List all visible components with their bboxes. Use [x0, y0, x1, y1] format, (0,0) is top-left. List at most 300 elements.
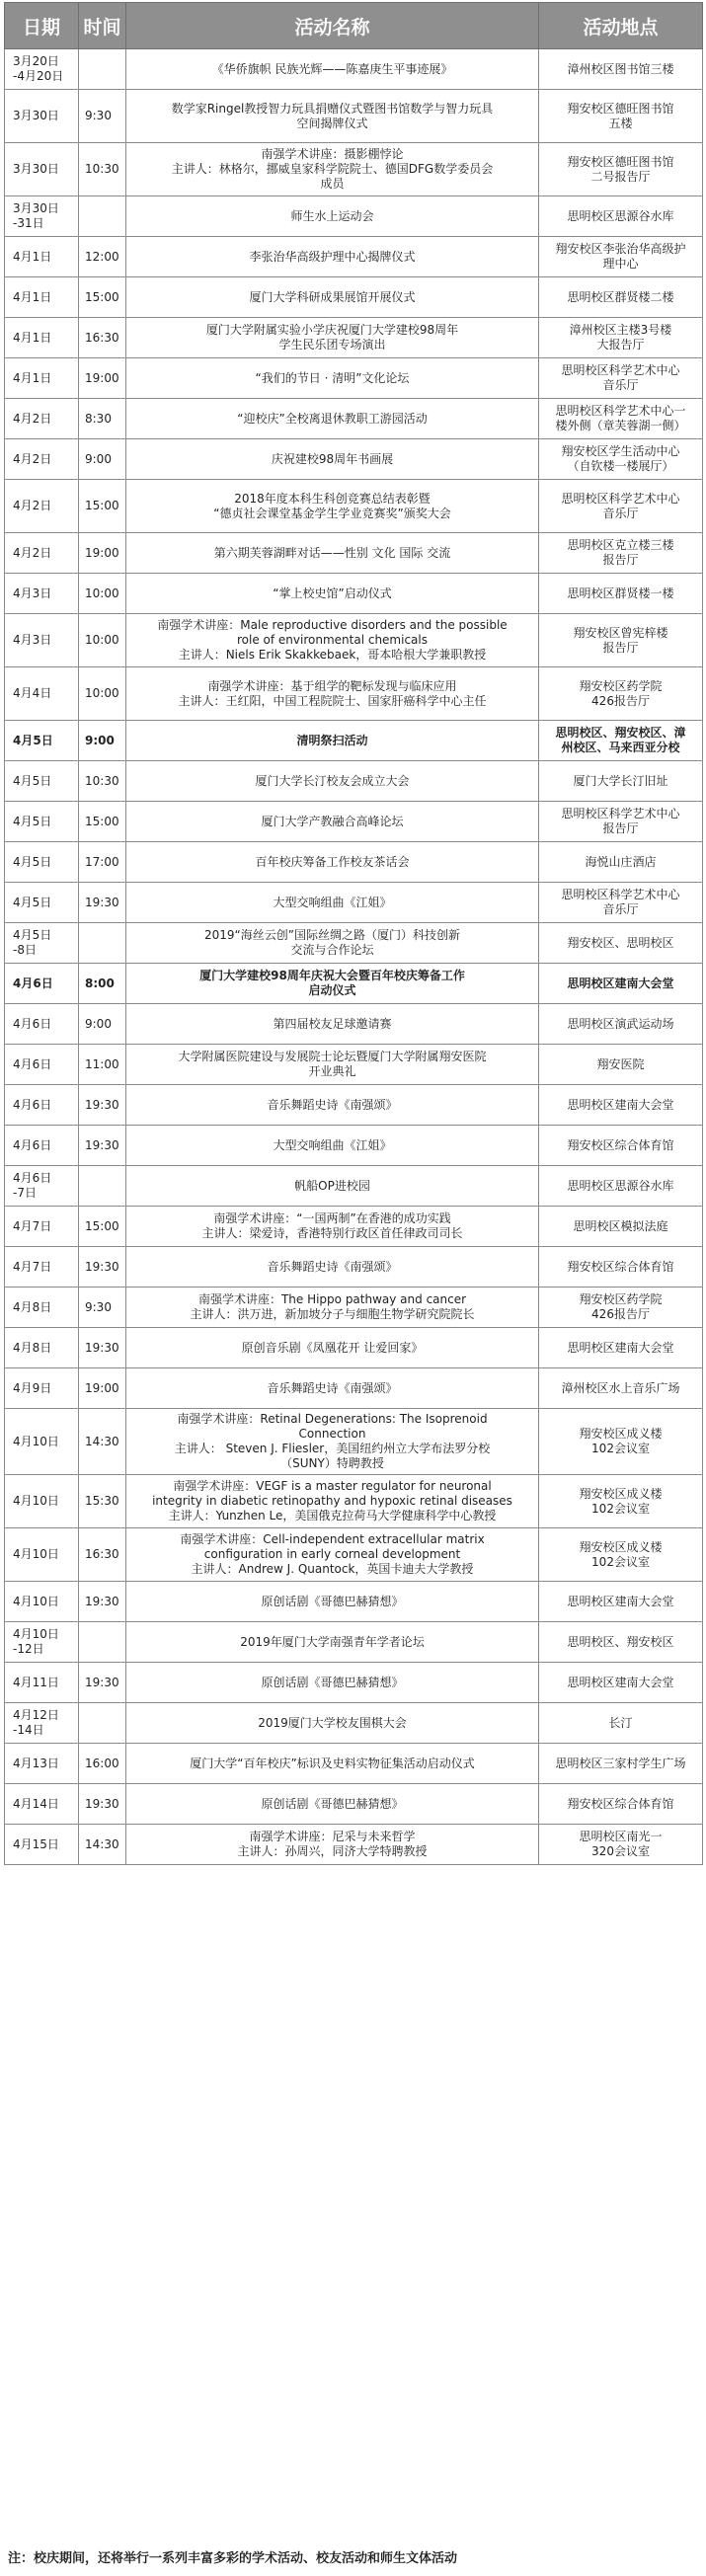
cell-venue-line: 思明校区建南大会堂	[567, 976, 674, 990]
table-row	[5, 277, 703, 318]
cell-venue-line: 翔安校区曾宪梓楼	[573, 625, 668, 640]
cell-venue-line: 厦门大学长汀旧址	[573, 773, 668, 788]
table-row	[5, 1622, 703, 1663]
cell-venue	[539, 533, 703, 574]
cell-time: 10:00	[79, 667, 126, 721]
cell-venue-line: 思明校区科学艺术中心	[561, 888, 680, 901]
cell-date-line: 4月5日	[13, 895, 52, 909]
cell-venue	[539, 1622, 703, 1663]
cell-venue	[539, 1825, 703, 1865]
cell-time: 9:00	[79, 1004, 126, 1045]
cell-date-line: 4月2日	[13, 545, 52, 560]
cell-time: 8:30	[79, 399, 126, 439]
cell-event-name	[126, 1045, 539, 1085]
cell-event-name	[126, 923, 539, 964]
cell-venue-line: 思明校区建南大会堂	[567, 1097, 674, 1112]
cell-event-name	[126, 1288, 539, 1328]
cell-event-name	[126, 533, 539, 574]
cell-time: 19:00	[79, 533, 126, 574]
cell-venue-line: 报告厅	[602, 821, 639, 835]
cell-event-name	[126, 1825, 539, 1865]
table-row	[5, 1207, 703, 1247]
cell-date-line: 4月1日	[13, 330, 52, 345]
cell-date	[5, 964, 79, 1004]
table-row	[5, 1045, 703, 1085]
cell-date-line: 4月5日	[13, 773, 52, 788]
cell-venue-line: 音乐厅	[602, 378, 639, 392]
cell-venue-line: 漳州校区水上音乐广场	[561, 1380, 680, 1395]
cell-venue-line: 思明校区科学艺术中心一	[555, 404, 686, 418]
cell-date	[5, 237, 79, 277]
cell-event-name	[126, 964, 539, 1004]
cell-time: 9:30	[79, 1288, 126, 1328]
cell-event-name	[126, 480, 539, 533]
cell-venue-line: 翔安校区德旺图书馆	[567, 101, 674, 116]
cell-event-name	[126, 667, 539, 721]
cell-venue	[539, 1703, 703, 1744]
table-row	[5, 237, 703, 277]
table-row	[5, 1368, 703, 1409]
cell-date	[5, 533, 79, 574]
cell-event-name	[126, 1247, 539, 1288]
cell-venue	[539, 923, 703, 964]
cell-date	[5, 1744, 79, 1784]
cell-event-name	[126, 802, 539, 842]
table-row	[5, 964, 703, 1004]
cell-venue	[539, 1784, 703, 1825]
cell-venue	[539, 318, 703, 358]
cell-date	[5, 1825, 79, 1865]
cell-event-name-line: 主讲人：梁爱诗，香港特别行政区首任律政司司长	[201, 1226, 463, 1240]
cell-venue-line: 海悦山庄酒店	[585, 854, 657, 869]
cell-event-name	[126, 1368, 539, 1409]
cell-event-name-line: 南强学术讲座：“一国两制”在香港的成功实践	[213, 1211, 451, 1225]
cell-time: 10:30	[79, 143, 126, 196]
cell-event-name-line: 南强学术讲座：摄影棚悖论	[261, 147, 404, 161]
cell-date-line: -12日	[13, 1642, 44, 1656]
cell-venue	[539, 1126, 703, 1166]
cell-event-name	[126, 1475, 539, 1528]
cell-time: 19:30	[79, 1247, 126, 1288]
cell-date	[5, 1085, 79, 1126]
cell-venue-line: 思明校区演武运动场	[567, 1016, 674, 1031]
footnote: 注：校庆期间，还将举行一系列丰富多彩的学术活动、校友活动和师生文体活动	[8, 2551, 458, 2566]
cell-time: 16:30	[79, 1528, 126, 1582]
cell-venue-line: 五楼	[608, 116, 633, 130]
cell-venue-line: 思明校区科学艺术中心	[561, 807, 680, 820]
cell-date-line: 4月10日	[13, 1434, 59, 1448]
cell-event-name	[126, 1328, 539, 1368]
cell-event-name-line: role of environmental chemicals	[237, 633, 428, 647]
table-row	[5, 574, 703, 614]
table-row	[5, 667, 703, 721]
cell-venue-line: 思明校区思源谷水库	[567, 208, 674, 223]
cell-date	[5, 842, 79, 883]
cell-venue	[539, 761, 703, 802]
cell-date	[5, 1784, 79, 1825]
table-row	[5, 358, 703, 399]
table-row	[5, 1409, 703, 1475]
cell-date-line: 4月3日	[13, 633, 52, 647]
cell-venue	[539, 196, 703, 237]
cell-date-line: 4月8日	[13, 1299, 52, 1314]
table-row	[5, 842, 703, 883]
cell-event-name-line: 空间揭牌仪式	[296, 116, 368, 130]
cell-date	[5, 721, 79, 761]
cell-event-name-line: 主讲人：王红阳，中国工程院院士、国家肝癌科学中心主任	[178, 693, 487, 708]
table-row	[5, 1085, 703, 1126]
cell-time	[79, 923, 126, 964]
cell-event-name	[126, 237, 539, 277]
cell-venue-line: 音乐厅	[602, 506, 639, 520]
cell-date-line: 4月6日	[13, 1016, 52, 1031]
table-row	[5, 143, 703, 196]
cell-venue-line: 翔安校区成义楼	[579, 1486, 663, 1501]
cell-date	[5, 196, 79, 237]
cell-event-name	[126, 1582, 539, 1622]
cell-venue	[539, 49, 703, 90]
cell-date	[5, 667, 79, 721]
cell-date-line: 3月20日	[13, 54, 59, 68]
cell-event-name-line: 2019厦门大学校友围棋大会	[258, 1715, 407, 1730]
cell-time: 16:00	[79, 1744, 126, 1784]
cell-venue-line: 思明校区模拟法庭	[573, 1218, 668, 1233]
table-row	[5, 1663, 703, 1703]
cell-venue-line: 翔安校区李张治华高级护	[555, 242, 686, 256]
cell-event-name-line: 主讲人：洪万进，新加坡分子与细胞生物学研究院院长	[190, 1307, 475, 1321]
cell-event-name-line: configuration in early corneal development	[203, 1547, 461, 1561]
cell-venue	[539, 721, 703, 761]
cell-venue-line: 二号报告厅	[590, 169, 651, 184]
cell-date	[5, 802, 79, 842]
cell-event-name-line: “我们的节日 · 清明”文化论坛	[255, 370, 410, 385]
cell-event-name-line: 主讲人：孙周兴，同济大学特聘教授	[237, 1844, 428, 1858]
cell-event-name	[126, 574, 539, 614]
cell-time: 19:30	[79, 1582, 126, 1622]
cell-time	[79, 1622, 126, 1663]
cell-time: 15:00	[79, 1207, 126, 1247]
cell-time: 8:00	[79, 964, 126, 1004]
cell-venue-line: 思明校区南光一	[579, 1830, 663, 1843]
cell-date	[5, 1622, 79, 1663]
cell-event-name	[126, 842, 539, 883]
cell-venue-line: 思明校区、翔安校区	[567, 1634, 674, 1649]
cell-venue	[539, 842, 703, 883]
cell-event-name-line: 厦门大学“百年校庆”标识及史料实物征集活动启动仪式	[190, 1756, 475, 1770]
cell-venue	[539, 802, 703, 842]
cell-venue	[539, 667, 703, 721]
cell-event-name	[126, 1622, 539, 1663]
cell-time: 15:30	[79, 1475, 126, 1528]
table-row	[5, 1475, 703, 1528]
cell-date-line: 4月12日	[13, 1708, 59, 1722]
cell-venue	[539, 1247, 703, 1288]
table-row	[5, 1784, 703, 1825]
cell-venue-line: 思明校区建南大会堂	[567, 1594, 674, 1608]
cell-event-name-line: 2019年厦门大学南强青年学者论坛	[240, 1634, 425, 1649]
cell-event-name	[126, 358, 539, 399]
cell-event-name-line: 南强学术讲座：Male reproductive disorders and the possible	[157, 618, 508, 632]
cell-event-name-line: 大型交响组曲《江姐》	[273, 1137, 392, 1152]
cell-date-line: 4月5日	[13, 854, 52, 869]
cell-date	[5, 1475, 79, 1528]
table-row	[5, 196, 703, 237]
cell-event-name-line: 数学家Ringel教授智力玩具捐赠仪式暨图书馆数学与智力玩具	[171, 101, 494, 116]
cell-venue	[539, 1288, 703, 1328]
cell-date	[5, 614, 79, 667]
cell-event-name	[126, 277, 539, 318]
cell-date	[5, 1166, 79, 1207]
cell-time: 15:00	[79, 277, 126, 318]
cell-date	[5, 1328, 79, 1368]
cell-time: 11:00	[79, 1045, 126, 1085]
cell-event-name-line: 原创音乐剧《凤凰花开 让爱回家》	[241, 1340, 424, 1355]
cell-venue-line: 翔安校区成义楼	[579, 1427, 663, 1441]
cell-event-name	[126, 49, 539, 90]
cell-event-name-line: （SUNY）特聘教授	[280, 1456, 384, 1470]
table-row	[5, 1288, 703, 1328]
cell-venue-line: 翔安校区药学院	[579, 1292, 663, 1306]
cell-time	[79, 1703, 126, 1744]
cell-event-name-line: 大型交响组曲《江姐》	[273, 895, 392, 909]
cell-time: 19:30	[79, 1126, 126, 1166]
cell-event-name	[126, 1166, 539, 1207]
cell-event-name-line: 主讲人： Steven J. Fliesler，美国纽约州立大学布法罗分校	[174, 1442, 491, 1455]
cell-date-line: -8日	[13, 943, 37, 957]
cell-event-name-line: 大学附属医院建设与发展院士论坛暨厦门大学附属翔安医院	[178, 1050, 487, 1063]
table-row	[5, 614, 703, 667]
cell-date-line: 4月6日	[13, 976, 53, 990]
cell-venue	[539, 883, 703, 923]
cell-date	[5, 1663, 79, 1703]
cell-venue-line: 思明校区克立楼三楼	[567, 538, 674, 552]
cell-date-line: 4月2日	[13, 499, 52, 512]
header-venue: 活动地点	[539, 3, 703, 49]
cell-date	[5, 439, 79, 480]
cell-venue-line: 426报告厅	[591, 1307, 650, 1321]
cell-date	[5, 399, 79, 439]
cell-date-line: 4月13日	[13, 1756, 59, 1770]
table-row	[5, 802, 703, 842]
cell-venue-line: 思明校区科学艺术中心	[561, 363, 680, 377]
cell-event-name-line: 百年校庆筹备工作校友茶话会	[255, 854, 410, 869]
cell-date-line: 4月11日	[13, 1675, 59, 1689]
cell-event-name	[126, 1528, 539, 1582]
table-row	[5, 1825, 703, 1865]
cell-event-name-line: 南强学术讲座：Cell-independent extracellular matrix	[180, 1532, 485, 1546]
cell-date-line: -7日	[13, 1186, 37, 1200]
cell-date-line: 4月10日	[13, 1547, 59, 1561]
cell-event-name-line: 南强学术讲座：VEGF is a master regulator for neuronal	[173, 1479, 492, 1493]
table-row	[5, 883, 703, 923]
cell-venue	[539, 480, 703, 533]
cell-event-name	[126, 614, 539, 667]
cell-venue-line: 漳州校区图书馆三楼	[567, 61, 674, 76]
cell-time: 15:00	[79, 802, 126, 842]
cell-event-name	[126, 1663, 539, 1703]
cell-time: 9:00	[79, 721, 126, 761]
cell-venue-line: 思明校区思源谷水库	[567, 1178, 674, 1193]
cell-time: 10:30	[79, 761, 126, 802]
cell-date	[5, 1582, 79, 1622]
cell-event-name	[126, 1085, 539, 1126]
cell-venue	[539, 1085, 703, 1126]
cell-date-line: 4月6日	[13, 1056, 52, 1071]
cell-venue-line: 翔安校区成义楼	[579, 1539, 663, 1554]
table-row	[5, 439, 703, 480]
table-row	[5, 923, 703, 964]
cell-date-line: -14日	[13, 1723, 44, 1737]
cell-time: 19:00	[79, 1368, 126, 1409]
cell-date	[5, 1528, 79, 1582]
cell-time: 9:30	[79, 90, 126, 143]
cell-date-line: 3月30日	[13, 201, 59, 215]
cell-date	[5, 574, 79, 614]
cell-event-name	[126, 1126, 539, 1166]
cell-date	[5, 480, 79, 533]
cell-event-name-line: 开业典礼	[308, 1064, 356, 1078]
cell-event-name-line: 主讲人：林格尔，挪威皇家科学院院士、德国DFG数学委员会	[171, 162, 494, 176]
cell-time: 16:30	[79, 318, 126, 358]
cell-event-name-line: 帆船OP进校园	[294, 1178, 370, 1193]
table-row	[5, 1582, 703, 1622]
cell-date	[5, 143, 79, 196]
cell-venue-line: 思明校区建南大会堂	[567, 1340, 674, 1355]
cell-date-line: 4月4日	[13, 686, 52, 700]
cell-venue	[539, 439, 703, 480]
table-row	[5, 480, 703, 533]
cell-time: 12:00	[79, 237, 126, 277]
cell-venue	[539, 1528, 703, 1582]
table-row	[5, 49, 703, 90]
cell-date-line: -31日	[13, 216, 44, 230]
cell-event-name-line: “迎校庆”全校离退休教职工游园活动	[237, 411, 428, 426]
table-row	[5, 1744, 703, 1784]
cell-event-name-line: “德贞社会课堂基金学生学业竞赛奖”颁奖大会	[213, 506, 451, 520]
cell-event-name	[126, 761, 539, 802]
cell-date	[5, 49, 79, 90]
cell-venue	[539, 277, 703, 318]
cell-venue	[539, 1663, 703, 1703]
cell-event-name-line: 主讲人：Yunzhen Le，美国俄克拉荷马大学健康科学中心教授	[168, 1509, 497, 1522]
cell-venue	[539, 90, 703, 143]
cell-event-name-line: 音乐舞蹈史诗《南强颂》	[267, 1097, 398, 1112]
cell-venue-line: （自钦楼一楼展厅）	[567, 459, 674, 473]
table-row	[5, 1328, 703, 1368]
table-row	[5, 533, 703, 574]
cell-venue-line: 102会议室	[591, 1501, 650, 1516]
cell-venue	[539, 1207, 703, 1247]
cell-venue-line: 思明校区群贤楼二楼	[567, 289, 674, 304]
cell-venue	[539, 1166, 703, 1207]
cell-event-name	[126, 883, 539, 923]
header-time: 时间	[79, 3, 126, 49]
cell-venue	[539, 1744, 703, 1784]
cell-date	[5, 1288, 79, 1328]
cell-venue-line: 翔安校区、思明校区	[567, 935, 674, 950]
cell-date-line: 3月30日	[13, 162, 59, 176]
cell-date	[5, 277, 79, 318]
header-date: 日期	[5, 3, 79, 49]
cell-event-name	[126, 439, 539, 480]
table-row	[5, 318, 703, 358]
cell-date-line: 4月2日	[13, 451, 52, 466]
cell-date-line: 4月1日	[13, 289, 52, 304]
cell-venue	[539, 1368, 703, 1409]
cell-event-name-line: 主讲人：Niels Erik Skakkebaek，哥本哈根大学兼职教授	[178, 648, 487, 662]
cell-venue	[539, 1409, 703, 1475]
cell-venue	[539, 143, 703, 196]
cell-time: 14:30	[79, 1409, 126, 1475]
cell-date-line: 4月6日	[13, 1171, 52, 1185]
cell-date-line: 4月9日	[13, 1380, 52, 1395]
cell-event-name-line: 南强学术讲座：The Hippo pathway and cancer	[197, 1292, 467, 1306]
cell-venue	[539, 1004, 703, 1045]
cell-event-name	[126, 1784, 539, 1825]
cell-venue-line: 翔安校区学生活动中心	[561, 444, 680, 458]
cell-event-name-line: Connection	[298, 1427, 366, 1441]
cell-venue-line: 翔安校区德旺图书馆	[567, 154, 674, 169]
cell-venue-line: 102会议室	[591, 1442, 650, 1455]
cell-event-name-line: 师生水上运动会	[290, 208, 374, 223]
cell-venue-line: 音乐厅	[602, 902, 639, 916]
cell-date	[5, 761, 79, 802]
cell-venue-line: 思明校区三家村学生广场	[555, 1756, 686, 1770]
cell-event-name	[126, 1409, 539, 1475]
cell-event-name-line: 厦门大学科研成果展馆开展仪式	[249, 289, 416, 304]
cell-event-name	[126, 196, 539, 237]
cell-event-name-line: 清明祭扫活动	[296, 733, 368, 747]
cell-venue-line: 大报告厅	[596, 338, 645, 351]
cell-event-name-line: 厦门大学建校98周年庆祝大会暨百年校庆筹备工作	[199, 969, 465, 982]
table-row	[5, 1166, 703, 1207]
cell-venue-line: 426报告厅	[591, 693, 650, 708]
cell-event-name	[126, 1703, 539, 1744]
cell-event-name-line: 原创话剧《哥德巴赫猜想》	[261, 1594, 404, 1608]
cell-date-line: 4月3日	[13, 585, 52, 600]
cell-event-name-line: 李张治华高级护理中心揭牌仪式	[249, 249, 416, 264]
cell-date-line: 4月2日	[13, 411, 52, 426]
cell-event-name	[126, 1004, 539, 1045]
cell-date	[5, 1247, 79, 1288]
cell-venue-line: 报告厅	[602, 640, 639, 655]
cell-time	[79, 1166, 126, 1207]
cell-date	[5, 90, 79, 143]
cell-event-name-line: 厦门大学附属实验小学庆祝厦门大学建校98周年	[205, 323, 459, 337]
cell-venue	[539, 964, 703, 1004]
cell-time: 10:00	[79, 574, 126, 614]
cell-event-name-line: 庆祝建校98周年书画展	[271, 451, 394, 466]
cell-venue-line: 翔安校区药学院	[579, 678, 663, 693]
cell-event-name-line: 南强学术讲座：基于组学的靶标发现与临床应用	[207, 678, 457, 693]
cell-event-name-line: 《华侨旗帜 民族光辉——陈嘉庚生平事迹展》	[211, 61, 453, 76]
cell-event-name-line: 成员	[320, 177, 345, 191]
cell-event-name-line: 交流与合作论坛	[290, 943, 374, 957]
table-header	[5, 3, 703, 49]
table-row	[5, 1004, 703, 1045]
cell-venue-line: 思明校区群贤楼一楼	[567, 585, 674, 600]
cell-date-line: 4月7日	[13, 1218, 52, 1233]
cell-venue	[539, 1328, 703, 1368]
cell-date-line: 4月14日	[13, 1796, 59, 1811]
cell-event-name	[126, 399, 539, 439]
cell-venue-line: 102会议室	[591, 1554, 650, 1569]
header-event: 活动名称	[126, 3, 539, 49]
cell-date	[5, 1409, 79, 1475]
cell-date-line: 4月5日	[13, 814, 52, 828]
cell-date	[5, 883, 79, 923]
cell-event-name-line: “掌上校史馆”启动仪式	[273, 585, 392, 600]
